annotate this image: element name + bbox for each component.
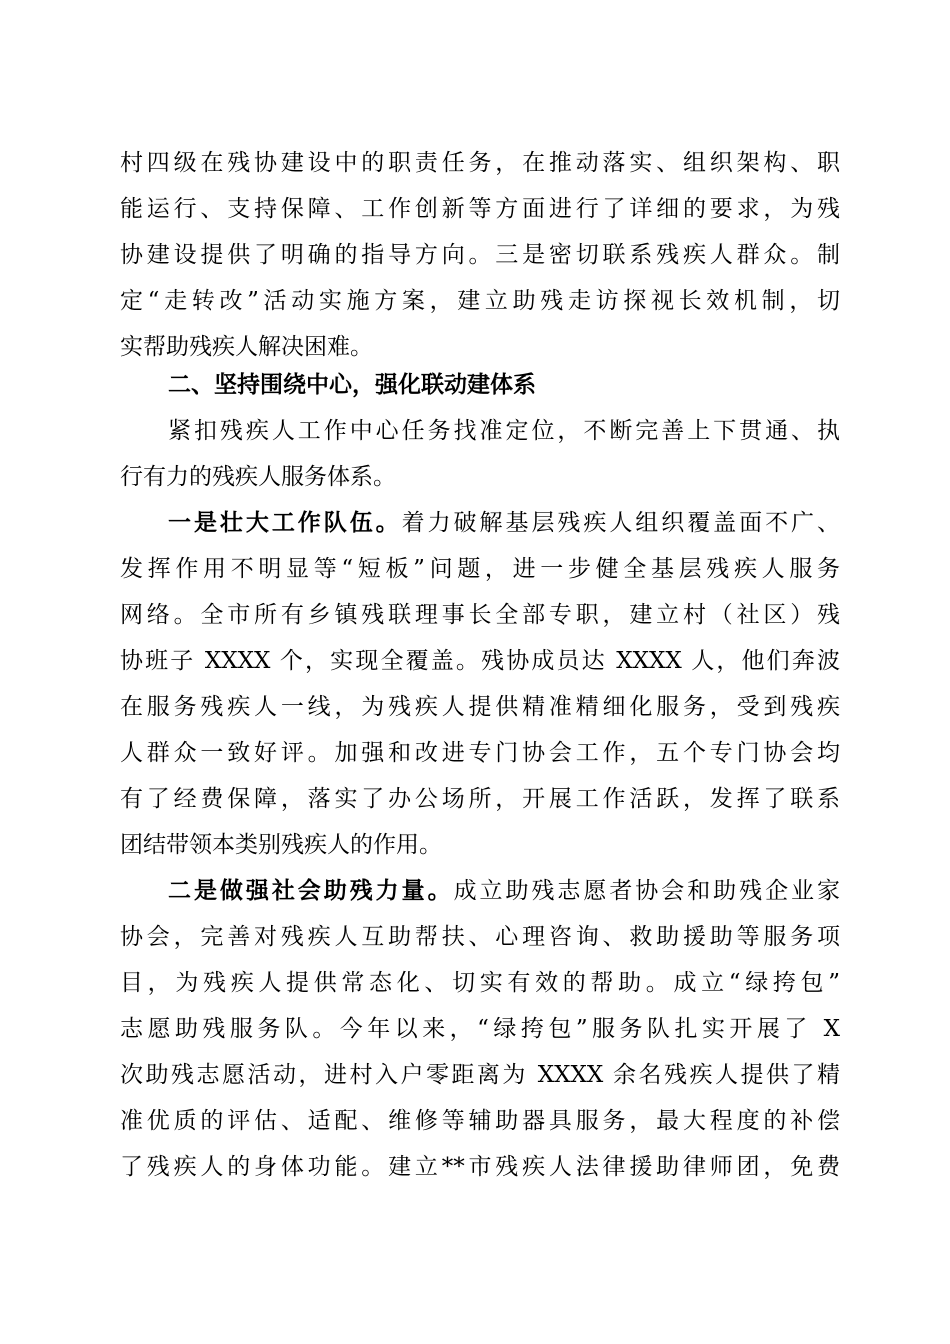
paragraph-first-line (168, 871, 840, 911)
paragraph-line: 能运行、支持保障、工作创新等方面进行了详细的要求，为残 (120, 196, 840, 222)
item-lead: 一是壮大工作队伍。 (168, 509, 402, 536)
paragraph-first-line (168, 503, 840, 543)
paragraph-line: 村四级在残协建设中的职责任务，在推动落实、组织架构、职 (120, 150, 840, 176)
paragraph-line: 协建设提供了明确的指导方向。三是密切联系残疾人群众。制 (120, 242, 840, 268)
paragraph-line: 行有力的残疾人服务体系。 (120, 464, 396, 490)
item-first-text: 着力破解基层残疾人组织覆盖面不广、 (401, 510, 841, 536)
paragraph-line: 定“走转改”活动实施方案，建立助残走访探视长效机制，切 (120, 288, 840, 314)
paragraph-line: 网络。全市所有乡镇残联理事长全部专职，建立村（社区）残 (120, 602, 840, 628)
item-first-text: 成立助残志愿者协会和助残企业家 (453, 878, 841, 904)
paragraph-line: 目，为残疾人提供常态化、切实有效的帮助。成立“绿挎包” (120, 970, 840, 996)
paragraph-line: 志愿助残服务队。今年以来，“绿挎包”服务队扎实开展了 X (120, 1016, 840, 1042)
paragraph-line: 准优质的评估、适配、维修等辅助器具服务，最大程度的补偿 (120, 1108, 840, 1134)
paragraph-line: 了残疾人的身体功能。建立**市残疾人法律援助律师团，免费 (120, 1154, 840, 1180)
paragraph-line: 协班子 XXXX 个，实现全覆盖。残协成员达 XXXX 人，他们奔波 (120, 648, 840, 674)
item-lead: 二是做强社会助残力量。 (168, 877, 454, 904)
paragraph-line: 实帮助残疾人解决困难。 (120, 334, 373, 360)
paragraph-line: 有了经费保障，落实了办公场所，开展工作活跃，发挥了联系 (120, 786, 840, 812)
paragraph-line: 次助残志愿活动，进村入户零距离为 XXXX 余名残疾人提供了精 (120, 1062, 840, 1088)
paragraph-line: 发挥作用不明显等“短板”问题，进一步健全基层残疾人服务 (120, 556, 840, 582)
section-heading: 二、坚持围绕中心，强化联动建体系 (168, 372, 536, 398)
paragraph-line: 协会，完善对残疾人互助帮扶、心理咨询、救助援助等服务项 (120, 924, 840, 950)
paragraph-line: 人群众一致好评。加强和改进专门协会工作，五个专门协会均 (120, 740, 840, 766)
paragraph-line: 团结带领本类别残疾人的作用。 (120, 832, 442, 858)
paragraph-line: 在服务残疾人一线，为残疾人提供精准精细化服务，受到残疾 (120, 694, 840, 720)
paragraph-line: 紧扣残疾人工作中心任务找准定位，不断完善上下贯通、执 (168, 418, 840, 444)
